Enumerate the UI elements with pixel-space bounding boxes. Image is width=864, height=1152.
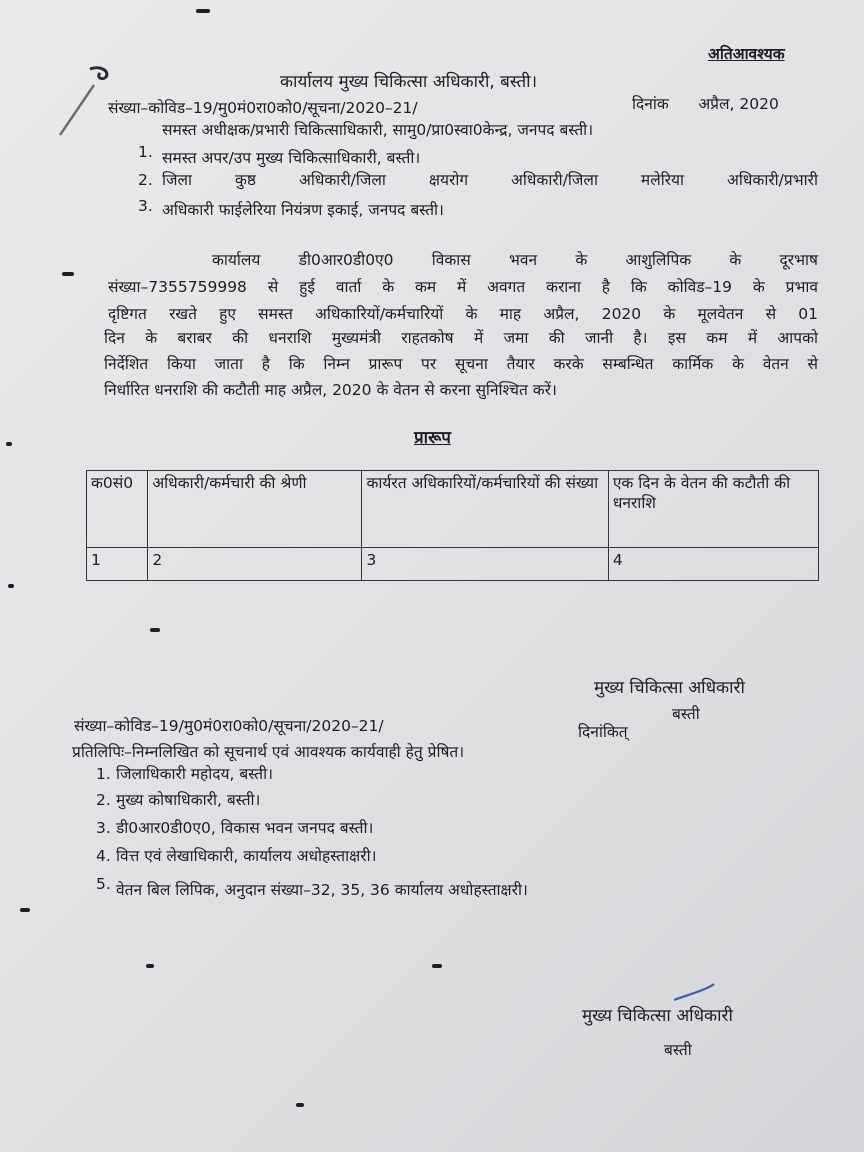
list-number: 5. <box>96 875 111 893</box>
format-table <box>86 470 819 581</box>
paper-speck <box>8 584 14 588</box>
reference-number-copy: संख्या–कोविड–19/मु0मं0रा0को0/सूचना/2020–21/ <box>74 717 384 735</box>
copy-intro: प्रतिलिपिः–निम्नलिखित को सूचनार्थ एवं आवश्यक कार्यवाही हेतु प्रेषित। <box>72 743 465 761</box>
letter-date: दिनांक अप्रैल, 2020 <box>632 95 779 113</box>
body-line: निर्देशित किया जाता है कि निम्न प्रारूप पर सूचना तैयार करके सम्बन्धित कार्मिक के वेतन से <box>104 355 818 373</box>
table-header-cell: एक दिन के वेतन की कटौती की धनराशि <box>608 471 818 548</box>
signatory-title: मुख्य चिकित्सा अधिकारी <box>594 678 745 698</box>
table-header-row <box>87 471 819 548</box>
signature-tick <box>670 978 730 1008</box>
dated-label: दिनांकित् <box>578 723 628 741</box>
office-title: कार्यालय मुख्य चिकित्सा अधिकारी, बस्ती। <box>280 72 538 92</box>
body-line: संख्या–7355759998 से हुई वार्ता के कम में अवगत कराना है कि कोविड–19 के प्रभाव <box>108 278 818 296</box>
body-line: दिन के बराबर की धनराशि मुख्यमंत्री राहतकोष में जमा की जानी है। इस कम में आपको <box>104 329 818 347</box>
list-number: 1. <box>138 143 153 161</box>
signatory-place: बस्ती <box>664 1041 692 1059</box>
paper-speck <box>196 9 210 13</box>
list-item: समस्त अधीक्षक/प्रभारी चिकित्साधिकारी, सामु0/प्रा0स्वा0केन्द्र, जनपद बस्ती। <box>162 121 594 139</box>
paper-speck <box>432 964 442 968</box>
signatory-place: बस्ती <box>672 705 700 723</box>
list-item: डी0आर0डी0ए0, विकास भवन जनपद बस्ती। <box>116 819 374 837</box>
list-item: वेतन बिल लिपिक, अनुदान संख्या–32, 35, 36 कार्यालय अधोहस्ताक्षरी। <box>116 881 528 899</box>
list-number: 3. <box>96 819 111 837</box>
paper-speck <box>62 272 74 276</box>
table-cell: 1 <box>87 548 148 581</box>
paper-speck <box>20 908 30 912</box>
table-cell: 2 <box>148 548 362 581</box>
table-header-cell: कार्यरत अधिकारियों/कर्मचारियों की संख्या <box>362 471 608 548</box>
table-row <box>87 548 819 581</box>
list-item-continued: अधिकारी फाईलेरिया नियंत्रण इकाई, जनपद बस्ती। <box>162 201 444 219</box>
paper-speck <box>146 964 154 968</box>
list-item: मुख्य कोषाधिकारी, बस्ती। <box>116 791 261 809</box>
list-number: 4. <box>96 847 111 865</box>
paper-speck <box>296 1103 304 1107</box>
list-item: वित्त एवं लेखाधिकारी, कार्यालय अधोहस्ताक्षरी। <box>116 847 377 865</box>
paper-speck <box>6 442 12 446</box>
paper-speck <box>150 628 160 632</box>
list-number: 2. <box>138 171 153 189</box>
list-item: जिलाधिकारी महोदय, बस्ती। <box>116 765 273 783</box>
list-number: 2. <box>96 791 111 809</box>
urgent-label: अतिआवश्यक <box>708 45 785 63</box>
list-item: जिला कुष्ठ अधिकारी/जिला क्षयरोग अधिकारी/जिला मलेरिया अधिकारी/प्रभारी <box>162 171 818 189</box>
list-number: 1. <box>96 765 111 783</box>
list-item: समस्त अपर/उप मुख्य चिकित्साधिकारी, बस्ती। <box>162 149 421 167</box>
table-cell: 4 <box>608 548 818 581</box>
body-line: दृष्टिगत रखते हुए समस्त अधिकारियों/कर्मचारियों के माह अप्रैल, 2020 के मूलवेतन से 01 <box>108 305 818 323</box>
body-line: निर्धारित धनराशि की कटौती माह अप्रैल, 2020 के वेतन से करना सुनिश्चित करें। <box>104 381 557 399</box>
table-cell: 3 <box>362 548 608 581</box>
table-header-cell: अधिकारी/कर्मचारी की श्रेणी <box>148 471 362 548</box>
body-line: कार्यालय डी0आर0डी0ए0 विकास भवन के आशुलिपिक के दूरभाष <box>212 251 818 269</box>
table-header-cell: क0सं0 <box>87 471 148 548</box>
list-number: 3. <box>138 197 153 215</box>
reference-number: संख्या–कोविड–19/मु0मं0रा0को0/सूचना/2020–21/ <box>108 99 418 117</box>
signatory-title: मुख्य चिकित्सा अधिकारी <box>582 1006 733 1026</box>
format-heading: प्रारूप <box>414 428 451 448</box>
